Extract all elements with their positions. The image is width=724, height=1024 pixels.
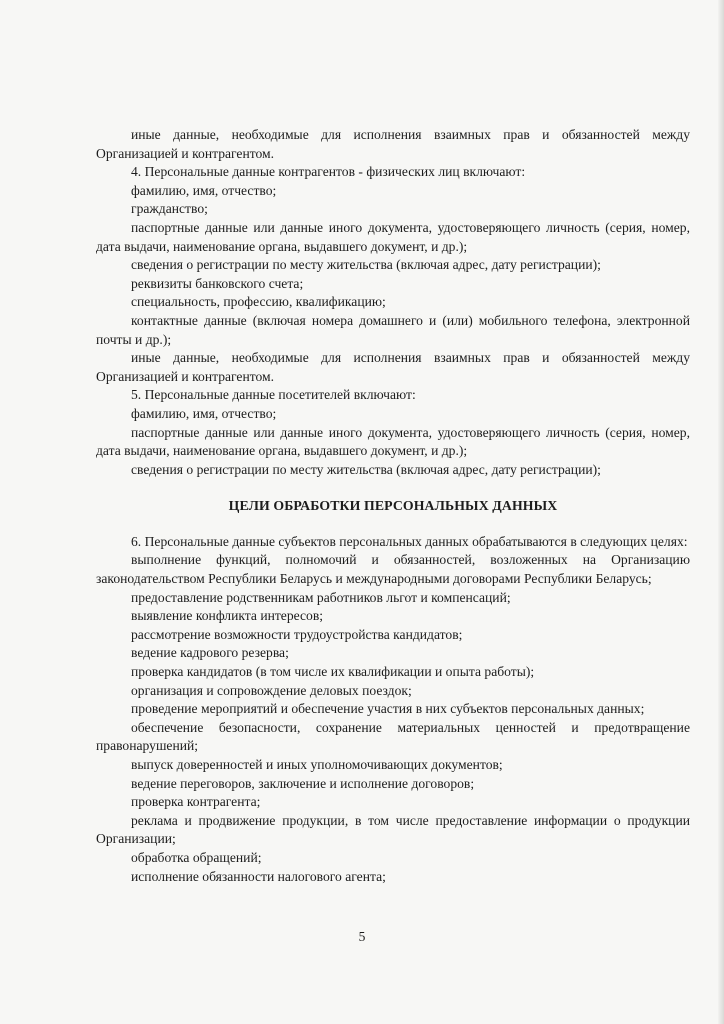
list-item: рассмотрение возможности трудоустройства кандидатов; (131, 626, 463, 642)
section-heading: ЦЕЛИ ОБРАБОТКИ ПЕРСОНАЛЬНЫХ ДАННЫХ (228, 498, 558, 514)
list-item: паспортные данные или данные иного документа, удостоверяющего личность (серия, номер, дата выдачи, наименование органа, выдавшего документ, и др.); (96, 219, 690, 254)
list-item: реквизиты банковского счета; (131, 275, 304, 291)
list-item: предоставление родственникам работников льгот и компенсаций; (131, 589, 511, 605)
list-item: проведение мероприятий и обеспечение участия в них субъектов персональных данных; (131, 701, 645, 717)
list-item: выпуск доверенностей и иных уполномочивающих документов; (131, 757, 503, 772)
list-item: иные данные, необходимые для исполнения взаимных прав и обязанностей между Организацией и контрагентом. (96, 350, 690, 384)
list-item: специальность, профессию, квалификацию; (131, 294, 386, 310)
list-item: выявление конфликта интересов; (131, 608, 324, 624)
list-item: ведение кадрового резерва; (131, 645, 289, 661)
list-item: реклама и продвижение продукции, в том числе предоставление информации о продукции Организации; (96, 812, 690, 847)
list-item: проверка кандидатов (в том числе их квалификации и опыта работы); (131, 664, 535, 680)
list-item: проверка контрагента; (131, 794, 261, 810)
page-number: 5 (358, 929, 366, 944)
list-item: сведения о регистрации по месту жительства (включая адрес, дату регистрации); (131, 257, 601, 273)
scan-edge-shadow (718, 0, 724, 1024)
list-item: гражданство; (131, 201, 208, 217)
list-item: организация и сопровождение деловых поездок; (131, 682, 412, 698)
list-item: выполнение функций, полномочий и обязанностей, возложенных на Организацию законодательством Республики Беларусь и международными договорами Республики Беларусь; (96, 552, 690, 587)
list-item: исполнение обязанности налогового агента; (131, 868, 386, 884)
paragraph: иные данные, необходимые для исполнения взаимных прав и обязанностей между Организацией и контрагентом. (96, 127, 690, 161)
list-item: контактные данные (включая номера домашнего и (или) мобильного телефона, электронной почты и др.); (96, 312, 690, 347)
list-item: паспортные данные или данные иного документа, удостоверяющего личность (серия, номер, дата выдачи, наименование органа, выдавшего документ, и др.); (96, 424, 690, 459)
list-item: фамилию, имя, отчество; (131, 405, 277, 421)
list-item: ведение переговоров, заключение и исполнение договоров; (131, 775, 475, 791)
paragraph: 4. Персональные данные контрагентов - физических лиц включают: (131, 164, 526, 180)
list-item: обеспечение безопасности, сохранение материальных ценностей и предотвращение правонарушений; (96, 719, 690, 754)
list-item: фамилию, имя, отчество; (131, 182, 277, 198)
list-item: обработка обращений; (131, 849, 262, 865)
document-body (96, 126, 690, 886)
paragraph: 6. Персональные данные субъектов персональных данных обрабатываются в следующих целях: (131, 533, 688, 549)
list-item: сведения о регистрации по месту жительства (включая адрес, дату регистрации); (131, 461, 601, 477)
paragraph: 5. Персональные данные посетителей включают: (131, 387, 416, 403)
